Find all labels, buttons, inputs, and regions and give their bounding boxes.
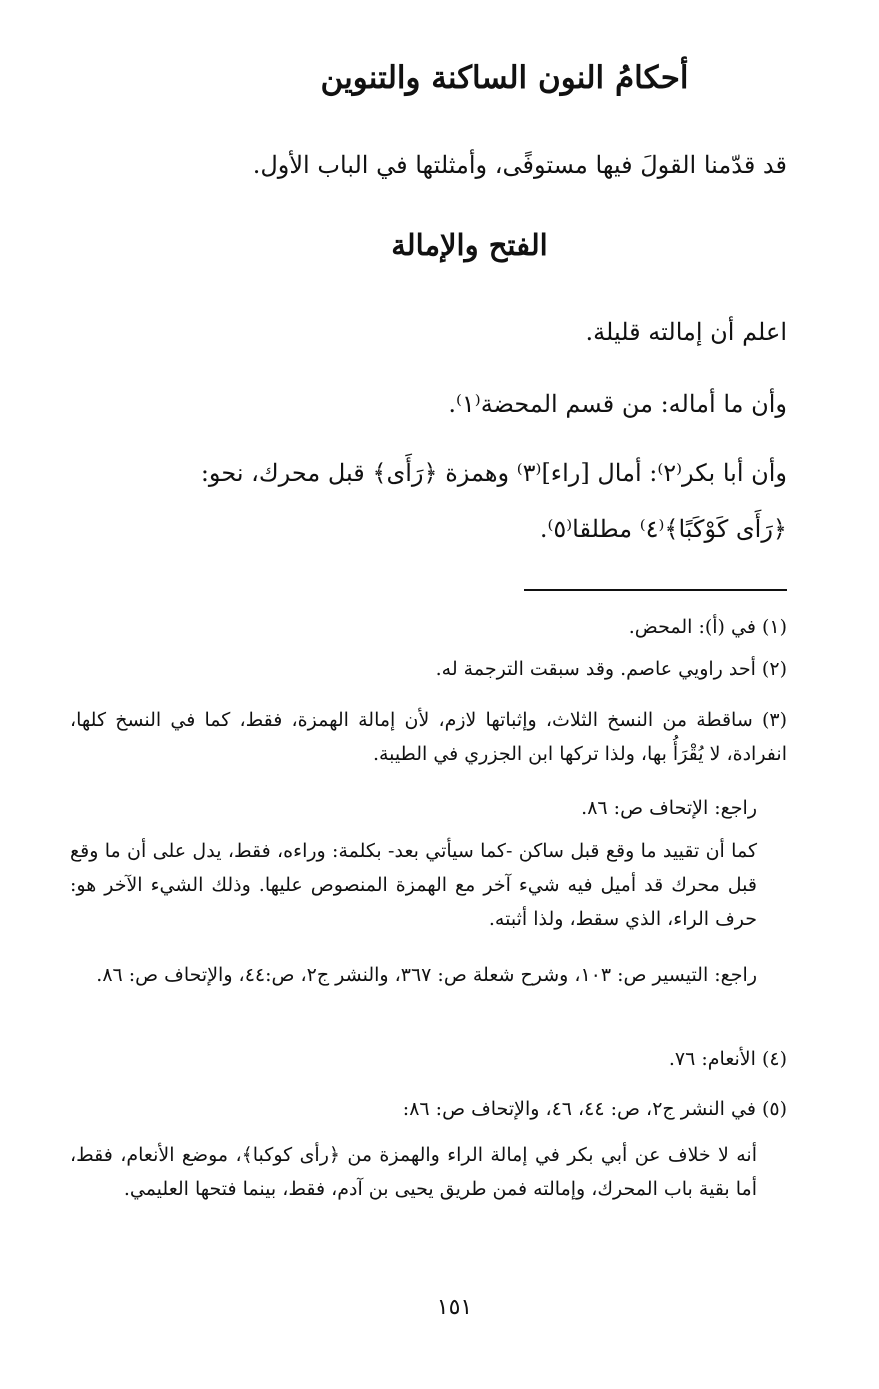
footnote-2: (٢) أحد راويي عاصم. وقد سبقت الترجمة له. (435, 658, 787, 680)
footnote-1: (١) في (أ): المحض. (628, 616, 787, 638)
chapter-heading: أحكامُ النون الساكنة والتنوين (320, 60, 689, 96)
body-line-1: اعلم أن إمالته قليلة. (585, 318, 787, 346)
section-heading: الفتح والإمالة (391, 228, 548, 262)
footnote-3-reference: راجع: الإتحاف ص: ٨٦. (581, 797, 757, 819)
body-line-4: ﴿رَأَى كَوْكَبًا﴾⁽٤⁾ مطلقا⁽٥⁾. (539, 515, 787, 543)
intro-text: قد قدّمنا القولَ فيها مستوفًى، وأمثلتها في الباب الأول. (252, 151, 787, 179)
body-line-3: وأن أبا بكر⁽٢⁾: أمال [راء]⁽٣⁾ وهمزة ﴿رَأَى﴾ قبل محرك، نحو: (200, 459, 787, 487)
body-line-2: وأن ما أماله: من قسم المحضة⁽١⁾. (448, 390, 787, 418)
footnote-4: (٤) الأنعام: ٧٦. (668, 1048, 787, 1070)
page-number: ١٥١ (436, 1295, 473, 1320)
footnote-separator (524, 589, 787, 591)
footnote-3: (٣) ساقطة من النسخ الثلاث، وإثباتها لازم، لأن إمالة الهمزة، فقط، كما في النسخ كلها، انفرادة، لا يُقْرَأُ بها، ولذا تركها ابن الجزري في الطيبة. (70, 709, 787, 765)
footnote-5: (٥) في النشر ج٢، ص: ٤٤، ٤٦، والإتحاف ص: ٨٦: (402, 1098, 787, 1120)
footnote-5-continuation: أنه لا خلاف عن أبي بكر في إمالة الراء والهمزة من ﴿رأى كوكبا﴾، موضع الأنعام، فقط، أما بقية باب المحرك، وإمالته فمن طريق يحيى بن آدم، فقط، بينما فتحها العليمي. (70, 1144, 757, 1200)
footnote-3-reference-2: راجع: التيسير ص: ١٠٣، وشرح شعلة ص: ٣٦٧، والنشر ج٢، ص:٤٤، والإتحاف ص: ٨٦. (96, 964, 757, 986)
footnote-3-continuation: كما أن تقييد ما وقع قبل ساكن -كما سيأتي بعد- بكلمة: وراءه، فقط، يدل على أن ما وقع قبل محرك قد أميل فيه شيء آخر مع الهمزة المنصوص عليها. وذلك الشيء الآخر هو: حرف الراء، الذي سقط، ولذا أثبته. (70, 840, 757, 930)
